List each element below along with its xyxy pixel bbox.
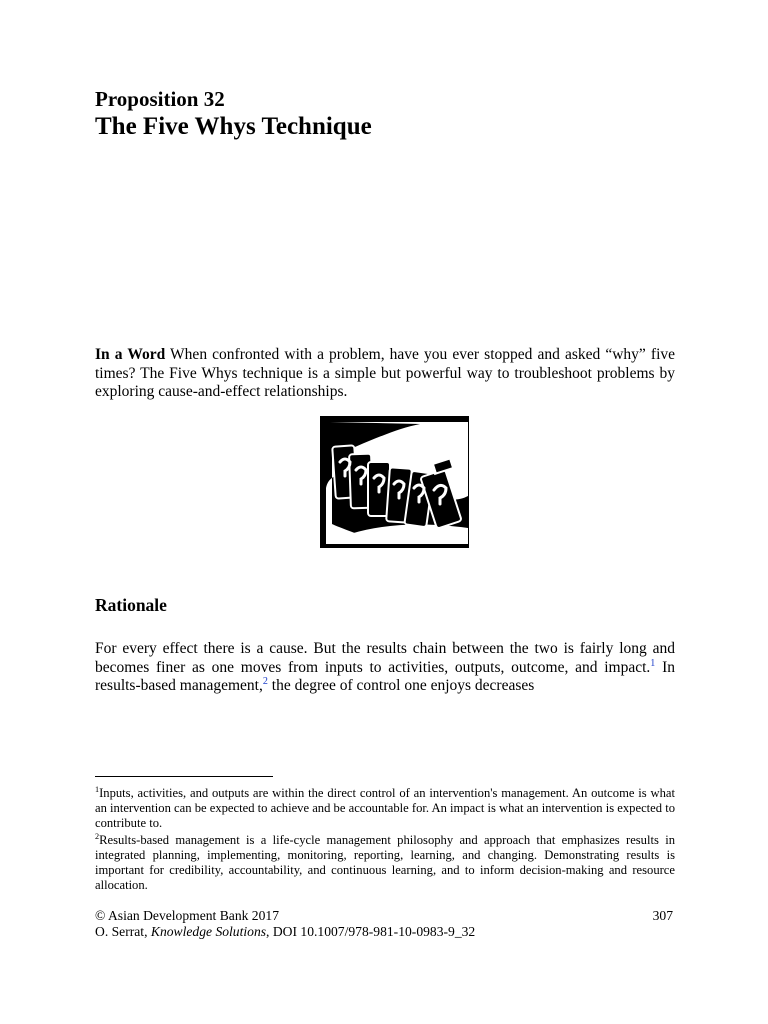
in-a-word-paragraph	[95, 346, 675, 402]
footnote-ref-2[interactable]: 2	[262, 675, 268, 687]
in-a-word-text: When confronted with a problem, have you ever stopped and asked “why” five times? The Five Whys technique is a simple but powerful way to troubleshoot problems by exploring cause-and-effect relationships.	[95, 346, 676, 400]
rationale-text-1: For every effect there is a cause. But the results chain between the two is fairly long and becomes finer as one moves from inputs to activities, outputs, outcome, and impact.	[95, 640, 675, 676]
footnote-2-number: 2	[95, 831, 100, 841]
footnote-2	[95, 833, 675, 893]
footnote-divider	[95, 776, 273, 777]
footnote-1-number: 1	[95, 784, 100, 794]
citation-author: O. Serrat,	[95, 924, 151, 939]
footnote-1	[95, 786, 675, 831]
section-heading-rationale: Rationale	[95, 595, 167, 615]
question-mark-dominoes-icon	[320, 416, 469, 548]
citation-line	[95, 924, 475, 940]
rationale-paragraph	[95, 640, 675, 696]
rationale-text-3: the degree of control one enjoys decreases	[267, 677, 535, 694]
citation-book-title: Knowledge Solutions	[150, 924, 267, 939]
proposition-number: Proposition 32	[95, 87, 225, 111]
page-number: 307	[652, 908, 673, 923]
footnote-ref-1[interactable]: 1	[650, 657, 656, 669]
copyright-line: © Asian Development Bank 2017	[95, 908, 279, 923]
citation-doi: , DOI 10.1007/978-981-10-0983-9_32	[266, 924, 476, 939]
in-a-word-label: In a Word	[95, 346, 166, 363]
footnote-2-text: Results-based management is a life-cycle management philosophy and approach that emphasizes results in integrated planning, implementing, monitoring, reporting, learning, and changing. Demonstrating results is important for credibility, accountability, and continuous learning, and to inform decision-making and resource allocation.	[95, 833, 675, 892]
chapter-title: The Five Whys Technique	[95, 113, 372, 140]
rationale-text-2: In results-based management,	[95, 658, 675, 694]
footnote-1-text: Inputs, activities, and outputs are within the direct control of an intervention's management. An outcome is what an intervention can be expected to achieve and be accountable for. An impact is what an intervention is expected to contribute to.	[95, 786, 675, 830]
